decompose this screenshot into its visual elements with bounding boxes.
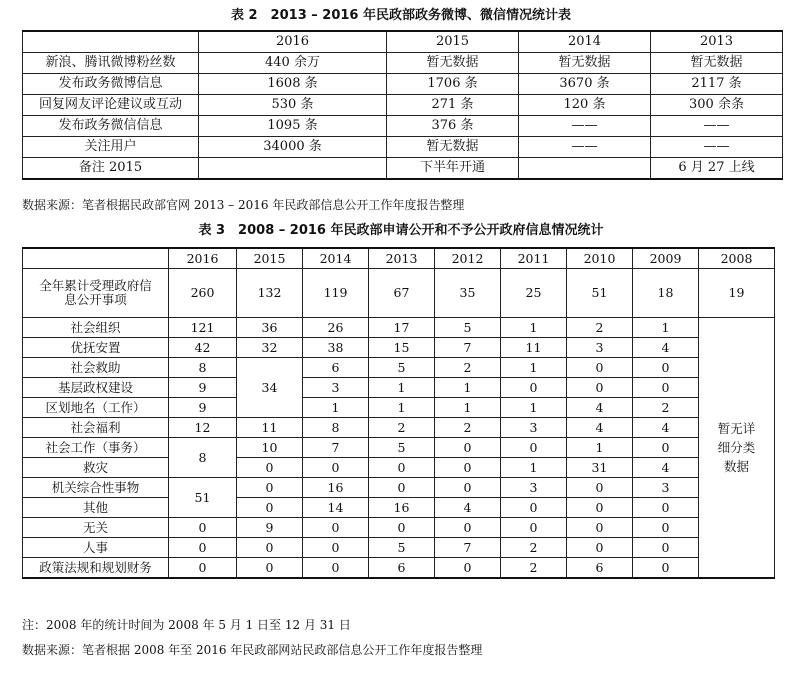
- table-cell: 11: [237, 418, 303, 438]
- table3-header-cell: 2015: [237, 248, 303, 269]
- table-cell: 0: [169, 538, 237, 558]
- table3-note: 注：2008 年的统计时间为 2008 年 5 月 1 日至 12 月 31 日: [22, 618, 351, 632]
- table-cell: 0: [435, 518, 501, 538]
- table-cell: 暂无数据: [651, 53, 783, 74]
- table-row: [23, 418, 775, 438]
- row-label: 人事: [23, 538, 169, 558]
- table-cell: 暂无数据: [387, 53, 519, 74]
- table-cell: 0: [435, 438, 501, 458]
- table-cell: 16: [369, 498, 435, 518]
- table-cell: 0: [633, 378, 699, 398]
- row-label: 优抚安置: [23, 338, 169, 358]
- table3-header-cell: 2011: [501, 248, 567, 269]
- table3-caption: 表 3 2008 – 2016 年民政部申请公开和不予公开政府信息情况统计: [198, 223, 604, 238]
- table-cell: 0: [369, 478, 435, 498]
- table-cell: 0: [237, 458, 303, 478]
- table-cell: 6: [567, 558, 633, 579]
- table-cell: 3: [633, 478, 699, 498]
- row-label: 社会救助: [23, 358, 169, 378]
- table-cell: 12: [169, 418, 237, 438]
- table-cell: 440 余万: [199, 53, 387, 74]
- table-cell: 0: [303, 538, 369, 558]
- table-cell: 0: [501, 518, 567, 538]
- table-cell: 0: [567, 358, 633, 378]
- table-cell: 3670 条: [519, 74, 651, 95]
- table-cell: 5: [435, 318, 501, 338]
- row-label: 基层政权建设: [23, 378, 169, 398]
- table-cell: 1095 条: [199, 116, 387, 137]
- table-row: [23, 518, 775, 538]
- table-cell: 4: [435, 498, 501, 518]
- table3-header-cell: 2016: [169, 248, 237, 269]
- table-cell: 1: [501, 458, 567, 478]
- table3-header-cell: 2009: [633, 248, 699, 269]
- table2-header-row: [23, 31, 783, 53]
- table-row: [23, 538, 775, 558]
- table-cell: 0: [633, 538, 699, 558]
- table-cell: 2: [501, 538, 567, 558]
- table-cell: 11: [501, 338, 567, 358]
- table-cell: 下半年开通: [387, 158, 519, 180]
- table-cell: 119: [303, 269, 369, 318]
- row-label: 无关: [23, 518, 169, 538]
- table-cell: 1706 条: [387, 74, 519, 95]
- table-row: [23, 158, 783, 180]
- table2-header-cell: 2016: [199, 31, 387, 53]
- table-cell: 17: [369, 318, 435, 338]
- table3-header-row: [23, 248, 775, 269]
- table-cell: 16: [303, 478, 369, 498]
- table-row: [23, 358, 775, 378]
- table-cell: 0: [435, 478, 501, 498]
- table-cell: 1: [567, 438, 633, 458]
- table-cell: 0: [567, 478, 633, 498]
- table-cell: 3: [501, 478, 567, 498]
- table-cell: 121: [169, 318, 237, 338]
- table-cell: 0: [435, 458, 501, 478]
- table-cell: 0: [303, 518, 369, 538]
- table-cell: 35: [435, 269, 501, 318]
- row-label: 新浪、腾讯微博粉丝数: [23, 53, 199, 74]
- table-cell: ——: [519, 137, 651, 158]
- table-cell: 0: [169, 558, 237, 579]
- table-cell: 4: [633, 458, 699, 478]
- table-cell: 0: [567, 378, 633, 398]
- table-row: [23, 558, 775, 579]
- table-cell: 0: [633, 438, 699, 458]
- table-cell: 2: [435, 418, 501, 438]
- table-cell: 271 条: [387, 95, 519, 116]
- table2-header-cell: 2013: [651, 31, 783, 53]
- table-cell: 0: [633, 518, 699, 538]
- table-cell: 暂无数据: [387, 137, 519, 158]
- table-row: [23, 378, 775, 398]
- table-cell: 51: [567, 269, 633, 318]
- table-cell: 0: [237, 538, 303, 558]
- table-cell: 19: [699, 269, 775, 318]
- row-label: 备注 2015: [23, 158, 199, 180]
- table-cell: 120 条: [519, 95, 651, 116]
- total-row-label: 全年累计受理政府信息公开事项: [23, 269, 169, 318]
- table-cell: 1: [501, 398, 567, 418]
- table3: [22, 247, 775, 579]
- table-cell: 67: [369, 269, 435, 318]
- table-cell: 42: [169, 338, 237, 358]
- table-cell: 530 条: [199, 95, 387, 116]
- table-cell: 7: [435, 338, 501, 358]
- table-row: [23, 398, 775, 418]
- table-cell: 0: [435, 558, 501, 579]
- table3-header-cell: 2010: [567, 248, 633, 269]
- row-label: 社会组织: [23, 318, 169, 338]
- table-cell: 2: [633, 398, 699, 418]
- table-cell: 34000 条: [199, 137, 387, 158]
- table-cell: 132: [237, 269, 303, 318]
- row-label: 政策法规和规划财务: [23, 558, 169, 579]
- table-cell: 300 余条: [651, 95, 783, 116]
- table-cell: [519, 158, 651, 180]
- table-cell: 1: [369, 398, 435, 418]
- table-cell: 36: [237, 318, 303, 338]
- table-cell: 0: [501, 498, 567, 518]
- table3-header-cell: 2008: [699, 248, 775, 269]
- row-label: 机关综合性事物: [23, 478, 169, 498]
- row-label: 关注用户: [23, 137, 199, 158]
- table-row: [23, 116, 783, 137]
- table-row: [23, 53, 783, 74]
- merged-cell-2008: 暂无详细分类数据: [699, 318, 775, 579]
- table-cell: 3: [567, 338, 633, 358]
- merged-cell-2016-b: 51: [169, 478, 237, 518]
- table-cell: 5: [369, 358, 435, 378]
- table-cell: 9: [237, 518, 303, 538]
- table-cell: 9: [169, 378, 237, 398]
- table-cell: 0: [633, 558, 699, 579]
- table-cell: 10: [237, 438, 303, 458]
- table-cell: 376 条: [387, 116, 519, 137]
- table3-header-cell: [23, 248, 169, 269]
- table-cell: 0: [501, 438, 567, 458]
- table-cell: 9: [169, 398, 237, 418]
- table2-header-cell: 2014: [519, 31, 651, 53]
- table-cell: 260: [169, 269, 237, 318]
- row-label: 区划地名（工作）: [23, 398, 169, 418]
- table-cell: 2: [567, 318, 633, 338]
- table-cell: 4: [633, 418, 699, 438]
- row-label: 救灾: [23, 458, 169, 478]
- row-label: 社会福利: [23, 418, 169, 438]
- table-cell: 2117 条: [651, 74, 783, 95]
- table-cell: 6 月 27 上线: [651, 158, 783, 180]
- table2-header-cell: 2015: [387, 31, 519, 53]
- table-cell: 26: [303, 318, 369, 338]
- table-cell: 0: [567, 538, 633, 558]
- row-label: 发布政务微信信息: [23, 116, 199, 137]
- table-cell: 0: [501, 378, 567, 398]
- table3-header-cell: 2014: [303, 248, 369, 269]
- row-label: 其他: [23, 498, 169, 518]
- row-label: 社会工作（事务）: [23, 438, 169, 458]
- table-row: [23, 498, 775, 518]
- table3-total-row: [23, 269, 775, 318]
- table-cell: ——: [519, 116, 651, 137]
- table-cell: 4: [633, 338, 699, 358]
- table-cell: 4: [567, 418, 633, 438]
- table-cell: ——: [651, 116, 783, 137]
- table-cell: 2: [369, 418, 435, 438]
- table-cell: 0: [567, 498, 633, 518]
- table-cell: 8: [303, 418, 369, 438]
- table-cell: 1: [369, 378, 435, 398]
- row-label: 回复网友评论建议或互动: [23, 95, 199, 116]
- table-cell: 0: [169, 518, 237, 538]
- table-cell: 0: [303, 458, 369, 478]
- table-cell: 7: [435, 538, 501, 558]
- table-cell: 1: [435, 378, 501, 398]
- table-row: [23, 318, 775, 338]
- table-cell: 15: [369, 338, 435, 358]
- table-row: [23, 458, 775, 478]
- table-cell: 8: [169, 358, 237, 378]
- table-cell: 32: [237, 338, 303, 358]
- table3-source: 数据来源：笔者根据 2008 年至 2016 年民政部网站民政部信息公开工作年度报告整理: [22, 643, 483, 657]
- table2-caption: 表 2 2013 – 2016 年民政部政务微博、微信情况统计表: [230, 8, 571, 23]
- table-row: [23, 338, 775, 358]
- table-cell: 0: [567, 518, 633, 538]
- table-cell: 1: [501, 358, 567, 378]
- table-cell: 暂无数据: [519, 53, 651, 74]
- table-cell: 1: [303, 398, 369, 418]
- table-cell: 3: [303, 378, 369, 398]
- table-cell: 5: [369, 438, 435, 458]
- table-row: [23, 478, 775, 498]
- table2: [22, 30, 783, 180]
- table-cell: 1: [633, 318, 699, 338]
- table-row: [23, 74, 783, 95]
- table-cell: 1: [501, 318, 567, 338]
- table-cell: 1: [435, 398, 501, 418]
- table-cell: [199, 158, 387, 180]
- table-cell: 1608 条: [199, 74, 387, 95]
- table-cell: 2: [435, 358, 501, 378]
- table3-header-cell: 2013: [369, 248, 435, 269]
- table-cell: 0: [369, 458, 435, 478]
- table-cell: 14: [303, 498, 369, 518]
- table-cell: 5: [369, 538, 435, 558]
- table-cell: 0: [237, 558, 303, 579]
- table3-header-cell: 2012: [435, 248, 501, 269]
- table-cell: 0: [633, 498, 699, 518]
- table-cell: 0: [237, 478, 303, 498]
- table2-header-cell: [23, 31, 199, 53]
- table-cell: 0: [633, 358, 699, 378]
- table-cell: 0: [237, 498, 303, 518]
- table-row: [23, 438, 775, 458]
- table-cell: 2: [501, 558, 567, 579]
- table-cell: 7: [303, 438, 369, 458]
- table-cell: ——: [651, 137, 783, 158]
- row-label: 发布政务微博信息: [23, 74, 199, 95]
- table-cell: 6: [303, 358, 369, 378]
- merged-cell-2016-a: 8: [169, 438, 237, 478]
- merged-cell-2015: 34: [237, 358, 303, 418]
- table-cell: 0: [303, 558, 369, 579]
- table-cell: 6: [369, 558, 435, 579]
- table-cell: 25: [501, 269, 567, 318]
- table2-source: 数据来源：笔者根据民政部官网 2013 – 2016 年民政部信息公开工作年度报告整理: [22, 198, 465, 212]
- table-cell: 4: [567, 398, 633, 418]
- table-cell: 18: [633, 269, 699, 318]
- table-cell: 31: [567, 458, 633, 478]
- table-row: [23, 137, 783, 158]
- table-row: [23, 95, 783, 116]
- table-cell: 38: [303, 338, 369, 358]
- table-cell: 3: [501, 418, 567, 438]
- table-cell: 0: [369, 518, 435, 538]
